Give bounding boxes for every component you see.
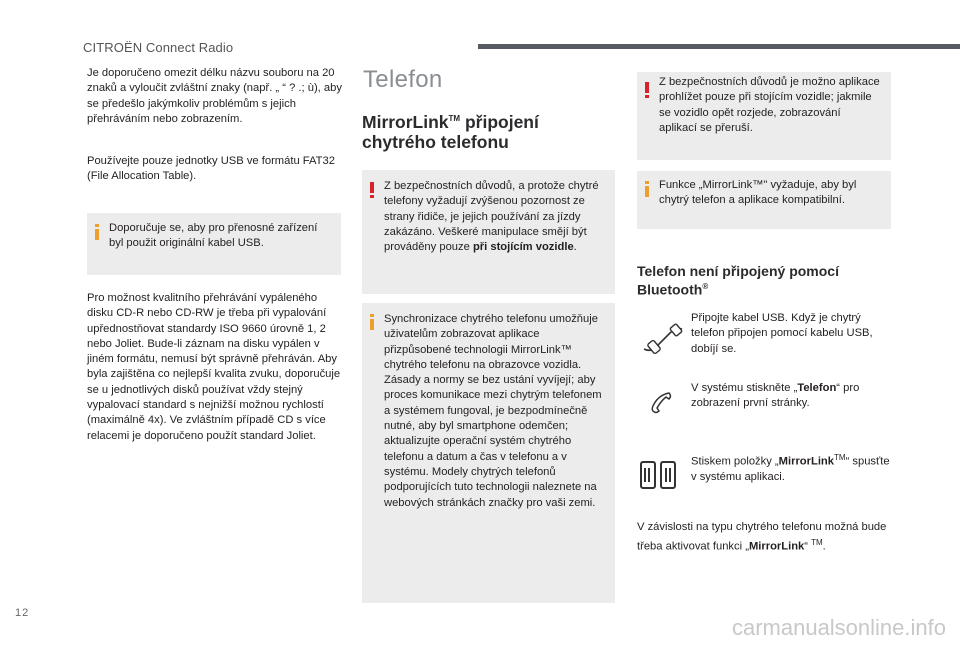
warning-text: Z bezpečnostních důvodů, a protože chytré telefony vyžadují zvýšenou pozornost ze strany řidiče, je jejich používání za jízdy zakázáno. Veškeré manipulace smějí být prováděny pouze při stojícím vozidle.: [384, 180, 599, 254]
section-title: Telefon: [363, 66, 443, 93]
paragraph-usb-format: Používejte pouze jednotky USB ve formátu FAT32 (File Allocation Table).: [87, 155, 335, 183]
step-connect-usb: Připojte kabel USB. Když je chytrý telefon připojen pomocí kabelu USB, dobíjí se.: [691, 312, 873, 355]
warning-box-driving: [362, 170, 615, 294]
step-press-mirrorlink: Stiskem položky „MirrorLink™“ spusťte v systému aplikaci.: [691, 453, 890, 484]
header-rule: [478, 44, 960, 49]
mirrorlink-icon: [639, 458, 679, 494]
info-text: Doporučuje se, aby pro přenosné zařízení byl použit originální kabel USB.: [109, 222, 318, 250]
info-icon: [370, 314, 374, 330]
running-header: CITROËN Connect Radio: [83, 40, 234, 55]
info-box-compatibility: [637, 171, 891, 229]
warning-icon: [370, 182, 374, 198]
paragraph-cd-burning: Pro možnost kvalitního přehrávání vypáleného disku CD-R nebo CD-RW je třeba při vypalování upřednostňovat standardy ISO 9660 úrovně 1, 2 nebo Joliet. Bude-li záznam na disku vypálen v jiném formátu, nemusí být správně přehráván. Aby byla zajištěna co nejlepší kvalita zvuku, doporučuje se u jednotlivých disků používat vždy stejný vypalovací standard s nejnižší možnou rychlostí (maximálně 4x). Ve zvláštním případě CD s více relacemi je doporučeno použít standard Joliet.: [87, 292, 341, 442]
usb-cable-icon: [640, 323, 686, 355]
phone-handset-icon: [648, 390, 674, 416]
info-text: Funkce „MirrorLink™" vyžaduje, aby byl chytrý telefon a aplikace kompatibilní.: [659, 179, 857, 207]
warning-icon: [645, 82, 649, 98]
info-text: Synchronizace chytrého telefonu umožňuje uživatelům zobrazovat aplikace přizpůsobené technologii MirrorLink™ chytrého telefonu na obrazovce vozidla. Zásady a normy se bez ustání vyvíjejí; aby proces komunikace mezi chytrým telefonem a systémem fungoval, je bezpodmínečně nutné, aby byl smartphone odemčen; aktualizujte operační systém chytrého telefonu a datum a čas v telefonu a v systému. Modely chytrých telefonů podporujících tuto technologii naleznete na webových stránkách značky pro vaši zemi.: [384, 313, 602, 509]
info-box-usb-cable: [87, 213, 341, 275]
info-box-synchronization: [362, 303, 615, 603]
warning-text: Z bezpečnostních důvodů je možno aplikace prohlížet pouze při stojícím vozidle; jakmile se vozidlo opět rozjede, zobrazování aplikací se přeruší.: [659, 76, 880, 134]
info-icon: [95, 224, 99, 240]
warning-box-apps: [637, 72, 891, 160]
subsection-title: MirrorLink™ připojení chytrého telefonu: [362, 111, 539, 152]
watermark: carmanualsonline.info: [731, 615, 946, 640]
page-number: 12: [15, 607, 30, 619]
paragraph-activate-mirrorlink: V závislosti na typu chytrého telefonu možná bude třeba aktivovat funkci „MirrorLink“ ™.: [637, 521, 887, 554]
bluetooth-heading: Telefon není připojený pomocí Bluetooth®: [637, 263, 839, 298]
step-press-telefon: V systému stiskněte „Telefon“ pro zobrazení první stránky.: [691, 382, 860, 410]
info-icon: [645, 181, 649, 197]
paragraph-filename-length: Je doporučeno omezit délku názvu souboru na 20 znaků a vyloučit zvláštní znaky (např. „ “ ? .; ù), aby se předešlo jakýmkoliv problémům s jejich přehráváním nebo zobrazením.: [87, 67, 342, 125]
